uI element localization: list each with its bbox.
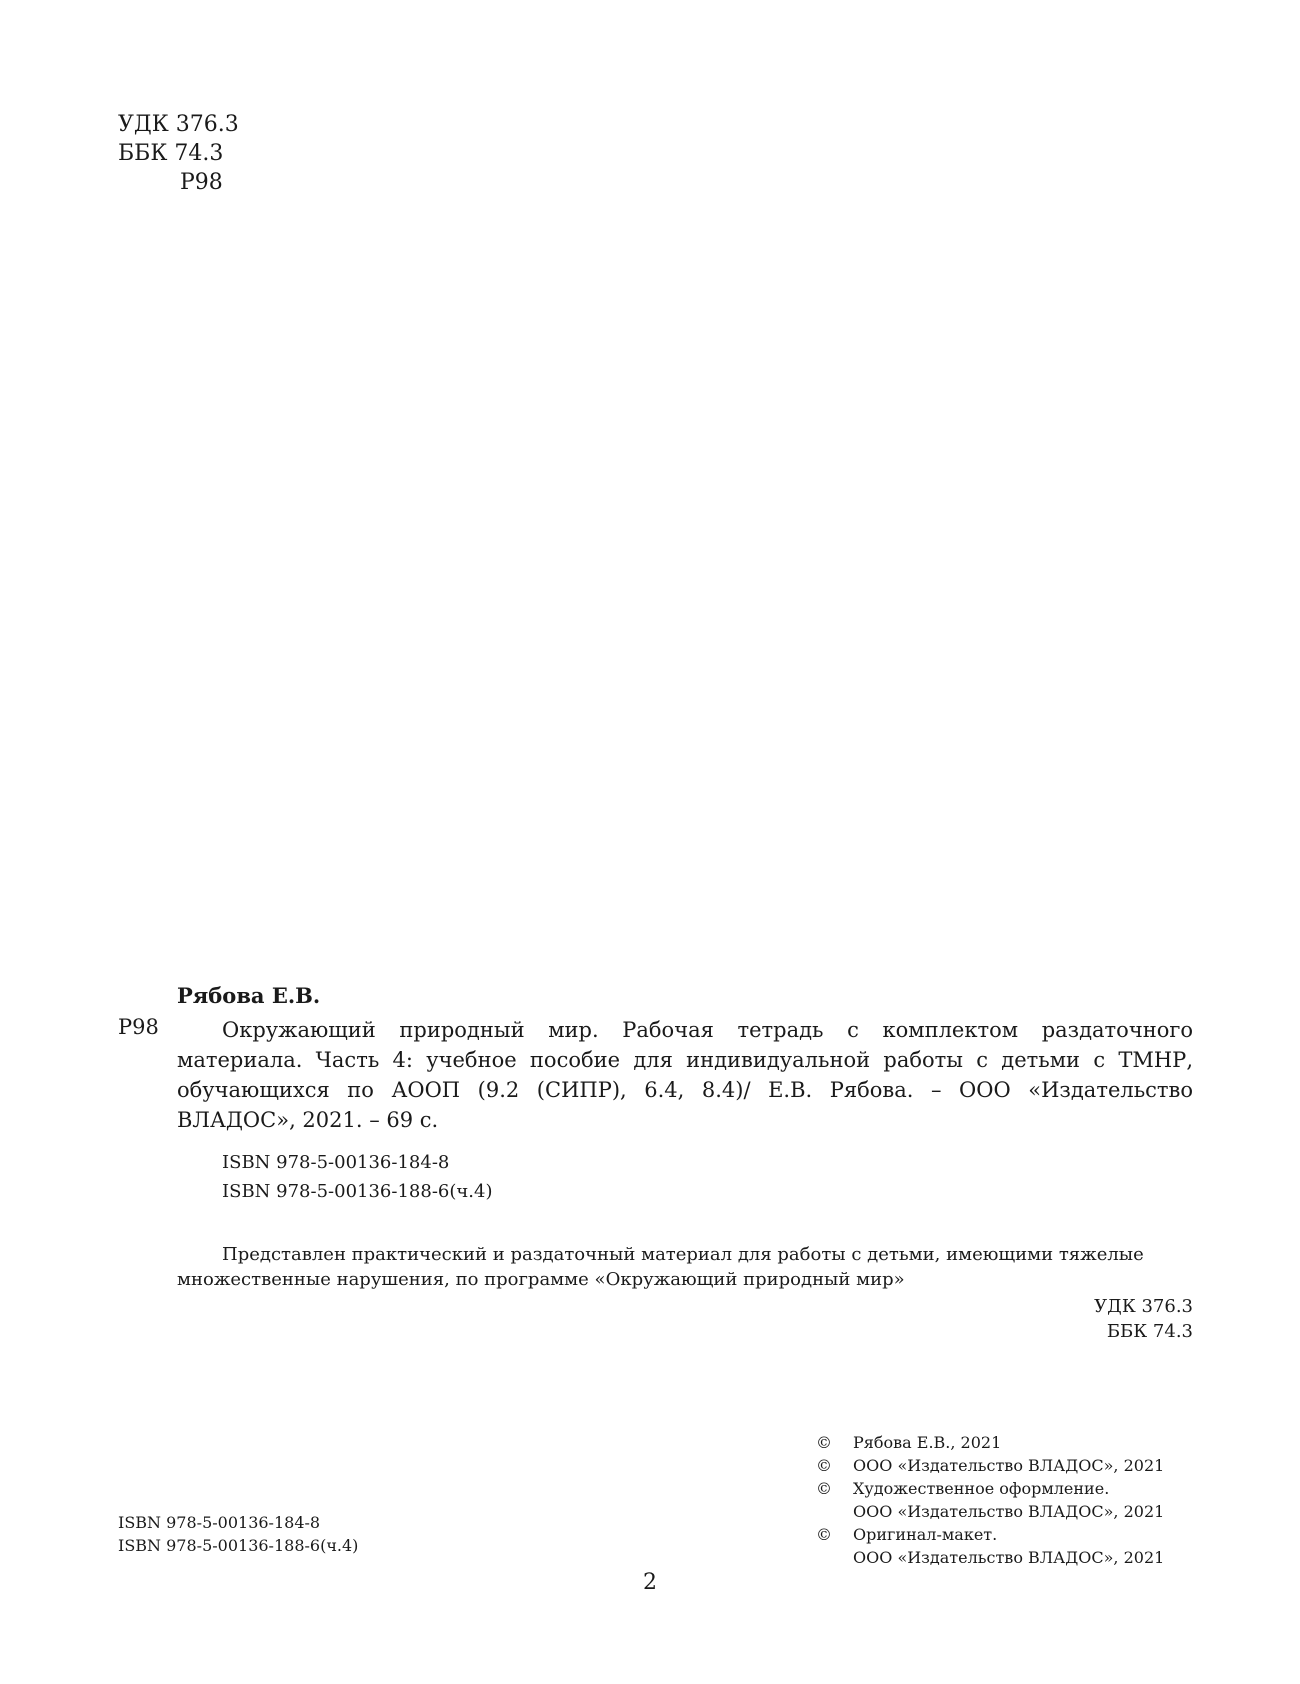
copyright-line: ООО «Издательство ВЛАДОС», 2021	[853, 1456, 1165, 1475]
isbn-series: ISBN 978-5-00136-184-8	[222, 1152, 450, 1173]
isbn-part: ISBN 978-5-00136-188-6(ч.4)	[222, 1181, 493, 1202]
abstract-text: Представлен практический и раздаточный материал для работы с детьми, имеющими тяжелые множественные нарушения, по программе «Окружающий природный мир»	[177, 1244, 1144, 1290]
top-classification	[118, 110, 239, 197]
card-isbn-list	[222, 1148, 492, 1206]
copyright-entry	[816, 1477, 1164, 1523]
card-udk: УДК 376.3	[1094, 1296, 1193, 1317]
copyright-icon: ©	[816, 1433, 832, 1452]
copyright-line: Рябова Е.В., 2021	[853, 1433, 1002, 1452]
copyright-icon: ©	[816, 1479, 832, 1498]
copyright-entry	[816, 1454, 1164, 1477]
bottom-isbn-list	[118, 1511, 358, 1557]
page-number: 2	[643, 1570, 657, 1595]
copyright-line-cont: ООО «Издательство ВЛАДОС», 2021	[853, 1548, 1165, 1567]
copyright-entry	[816, 1523, 1164, 1569]
copyright-line: Оригинал-макет.	[853, 1525, 998, 1544]
udk-code: УДК 376.3	[118, 112, 239, 137]
bibliographic-description: Окружающий природный мир. Рабочая тетрадь с комплектом раздаточного материала. Часть 4: учебное пособие для индивидуальной работы с детьми с ТМНР, обучающихся по АООП (9.2 (СИПР), 6.4, 8.4)/ Е.В. Рябова. – ООО «Издательство ВЛАДОС», 2021. – 69 с.	[177, 1018, 1193, 1132]
card-author-mark: Р98	[118, 1015, 159, 1039]
copyright-line: Художественное оформление.	[853, 1479, 1110, 1498]
copyright-line-cont: ООО «Издательство ВЛАДОС», 2021	[853, 1502, 1165, 1521]
bottom-isbn-series: ISBN 978-5-00136-184-8	[118, 1513, 321, 1532]
copyright-entry	[816, 1431, 1164, 1454]
card-classification	[1094, 1294, 1193, 1344]
copyright-icon: ©	[816, 1456, 832, 1475]
bottom-isbn-part: ISBN 978-5-00136-188-6(ч.4)	[118, 1536, 359, 1555]
copyright-icon: ©	[816, 1525, 832, 1544]
card-bbk: ББК 74.3	[1106, 1321, 1193, 1342]
copyright-block	[816, 1431, 1164, 1569]
author-name: Рябова Е.В.	[177, 983, 321, 1008]
author-mark: Р98	[180, 170, 223, 195]
bbk-code: ББК 74.3	[118, 141, 224, 166]
